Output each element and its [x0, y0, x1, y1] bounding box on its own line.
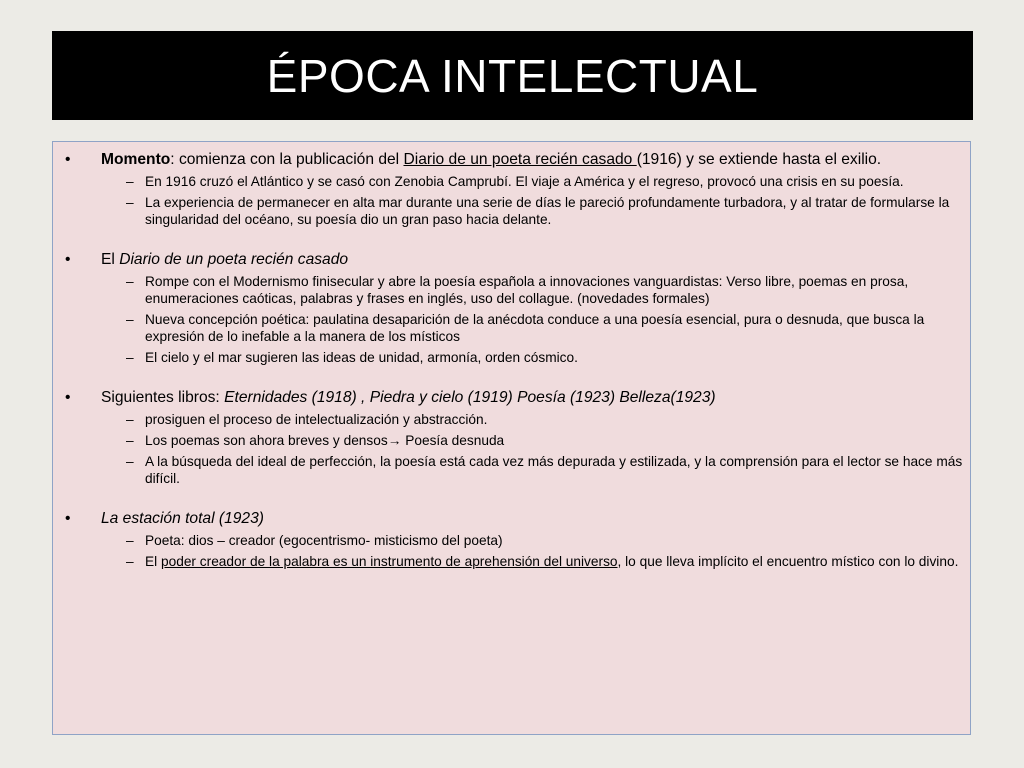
sub-item: [65, 553, 964, 570]
bullet-head-text: Siguientes libros:: [101, 389, 225, 406]
dash-marker: –: [126, 554, 134, 569]
sub-item-text: Los poemas son ahora breves y densos: [145, 433, 388, 448]
bullet-siguientes-libros: [65, 388, 964, 487]
bullet-list: [65, 150, 964, 570]
sub-item-text: prosiguen el proceso de intelectualización y abstracción.: [145, 412, 488, 427]
sub-item: [65, 532, 964, 549]
sub-item-text: Poeta: dios – creador (egocentrismo- misticismo del poeta): [145, 533, 503, 548]
sub-item: [65, 432, 964, 449]
dash-marker: –: [126, 195, 134, 210]
bullet-dot: •: [65, 510, 71, 527]
dash-marker: –: [126, 412, 134, 427]
bullet-dot: •: [65, 151, 71, 168]
underlined-phrase: poder creador de la palabra es un instrumento de aprehensión del universo: [160, 554, 618, 569]
dash-marker: –: [126, 274, 134, 289]
sub-item-text: El: [145, 554, 161, 569]
slide-title: ÉPOCA INTELECTUAL: [266, 49, 759, 102]
bullet-head-italic: Eternidades (1918) , Piedra y cielo (1919) Poesía (1923) Belleza(1923): [224, 389, 716, 406]
sub-item: [65, 194, 964, 228]
dash-marker: –: [126, 433, 134, 448]
bullet-head-text: : comienza con la publicación del: [170, 151, 404, 168]
sub-item-text: A la búsqueda del ideal de perfección, la poesía está cada vez más depurada y estilizada, y la comprensión para el lector se hace más difícil.: [145, 454, 963, 486]
sub-item-text: El cielo y el mar sugieren las ideas de unidad, armonía, orden cósmico.: [145, 350, 578, 365]
sub-item: [65, 311, 964, 345]
arrow-icon: →: [387, 433, 402, 448]
title-bar: [52, 31, 973, 120]
sub-item-text: La experiencia de permanecer en alta mar durante una serie de días le pareció profundamente turbadora, y al tratar de formularse la singularidad del océano, su poesía dio un gran paso hacia delante.: [145, 195, 950, 227]
bullet-head-italic: La estación total (1923): [101, 510, 264, 527]
content-box: [52, 141, 971, 735]
dash-marker: –: [126, 174, 134, 189]
bullet-dot: •: [65, 251, 71, 268]
bullet-head-italic: Diario de un poeta recién casado: [119, 251, 349, 268]
dash-marker: –: [126, 350, 134, 365]
sub-item: [65, 349, 964, 366]
sub-item-text: Poesía desnuda: [405, 433, 505, 448]
sub-item-text: Rompe con el Modernismo finisecular y abre la poesía española a innovaciones vanguardistas: Verso libre, poemas en prosa, enumeraciones caóticas, palabras y frases en inglés, uso del collague. (novedades formales): [145, 274, 909, 306]
bullet-head-text: (1916) y se extiende hasta el exilio.: [636, 151, 882, 168]
sub-item: [65, 273, 964, 307]
dash-marker: –: [126, 454, 134, 469]
sub-item: [65, 173, 964, 190]
bullet-estacion-total: [65, 509, 964, 570]
bullet-momento: [65, 150, 964, 228]
bullet-head-text: El: [101, 251, 120, 268]
bullet-diario: [65, 250, 964, 366]
bullet-head-bold: Momento: [101, 151, 171, 168]
dash-marker: –: [126, 312, 134, 327]
book-link-diario: Diario de un poeta recién casado: [403, 151, 637, 168]
sub-item: [65, 411, 964, 428]
bullet-dot: •: [65, 389, 71, 406]
sub-item: [65, 453, 964, 487]
sub-item-text: En 1916 cruzó el Atlántico y se casó con Zenobia Camprubí. El viaje a América y el regreso, provocó una crisis en su poesía.: [145, 174, 904, 189]
dash-marker: –: [126, 533, 134, 548]
sub-item-text: , lo que lleva implícito el encuentro místico con lo divino.: [617, 554, 959, 569]
sub-item-text: Nueva concepción poética: paulatina desaparición de la anécdota conduce a una poesía esencial, pura o desnuda, que busca la expresión de lo inefable a la manera de los místicos: [145, 312, 925, 344]
